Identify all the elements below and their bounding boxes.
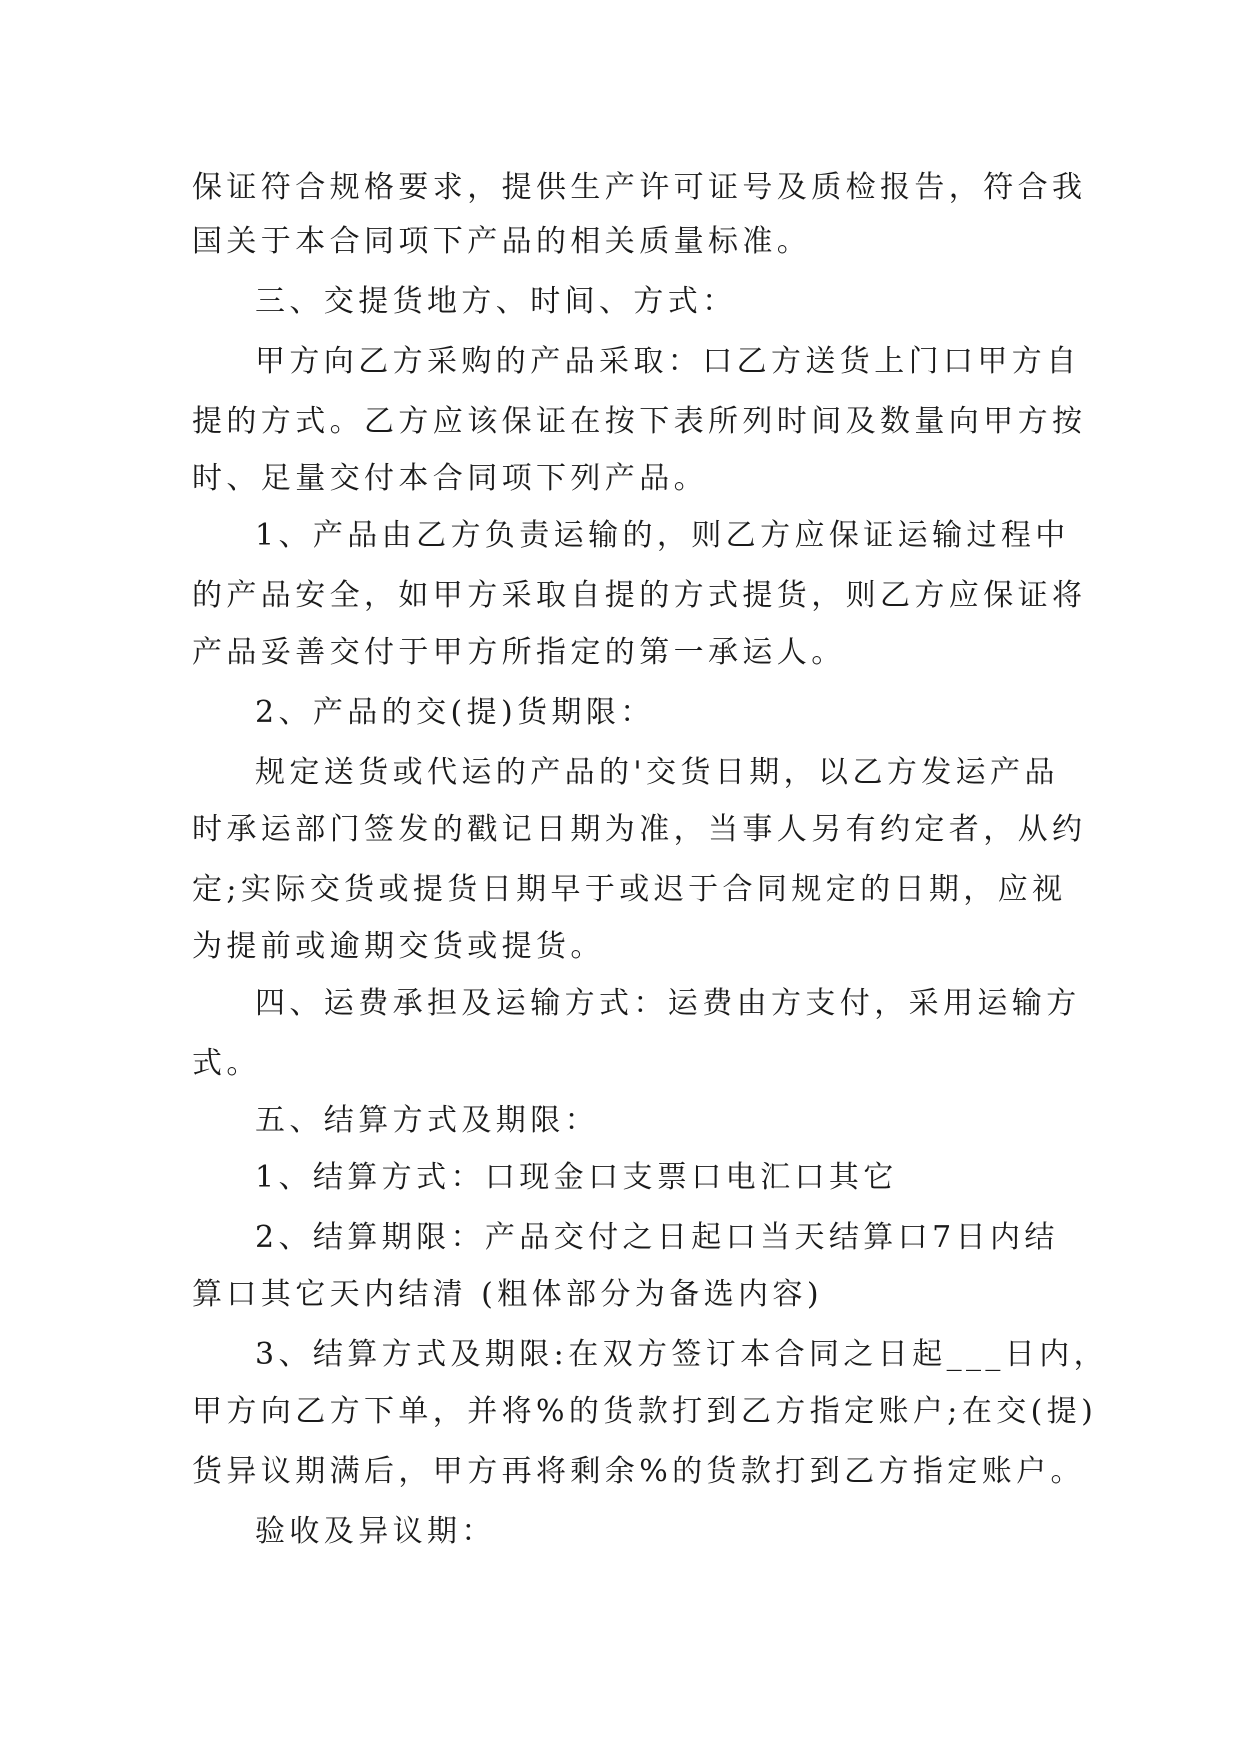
body-text-line: 甲方向乙方采购的产品采取：口乙方送货上门口甲方自	[255, 344, 1081, 379]
body-text-line: 保证符合规格要求，提供生产许可证号及质检报告，符合我	[192, 170, 1087, 205]
body-text-line: 2、结算期限：产品交付之日起口当天结算口7日内结	[255, 1220, 1059, 1255]
body-text-line: 时承运部门签发的戳记日期为准，当事人另有约定者，从约	[192, 812, 1087, 847]
section-heading: 验收及异议期：	[255, 1514, 496, 1549]
section-heading: 五、结算方式及期限：	[255, 1103, 599, 1138]
body-text-line: 货异议期满后，甲方再将剩余%的货款打到乙方指定账户。	[192, 1454, 1085, 1489]
body-text-line: 1、产品由乙方负责运输的，则乙方应保证运输过程中	[255, 518, 1070, 553]
body-text-line: 3、结算方式及期限:在双方签订本合同之日起___日内，	[255, 1337, 1108, 1372]
body-text-line: 算口其它天内结清 (粗体部分为备选内容)	[192, 1277, 823, 1312]
body-text-line: 1、结算方式：口现金口支票口电汇口其它	[255, 1160, 898, 1195]
subsection-heading: 2、产品的交(提)货期限：	[255, 695, 655, 730]
body-text-line: 式。	[192, 1046, 261, 1081]
body-text-line: 的产品安全，如甲方采取自提的方式提货，则乙方应保证将	[192, 578, 1087, 613]
body-text-line: 产品妥善交付于甲方所指定的第一承运人。	[192, 635, 846, 670]
body-text-line: 甲方向乙方下单，并将%的货款打到乙方指定账户;在交(提)	[192, 1394, 1098, 1429]
body-text-line: 为提前或逾期交货或提货。	[192, 929, 605, 964]
body-text-line: 规定送货或代运的产品的'交货日期，以乙方发运产品	[255, 755, 1059, 790]
section-heading: 四、运费承担及运输方式：运费由方支付，采用运输方	[255, 986, 1081, 1021]
body-text-line: 时、足量交付本合同项下列产品。	[192, 461, 708, 496]
body-text-line: 国关于本合同项下产品的相关质量标准。	[192, 224, 812, 259]
body-text-line: 定;实际交货或提货日期早于或迟于合同规定的日期，应视	[192, 872, 1067, 907]
section-heading: 三、交提货地方、时间、方式：	[255, 284, 737, 319]
body-text-line: 提的方式。乙方应该保证在按下表所列时间及数量向甲方按	[192, 404, 1087, 439]
